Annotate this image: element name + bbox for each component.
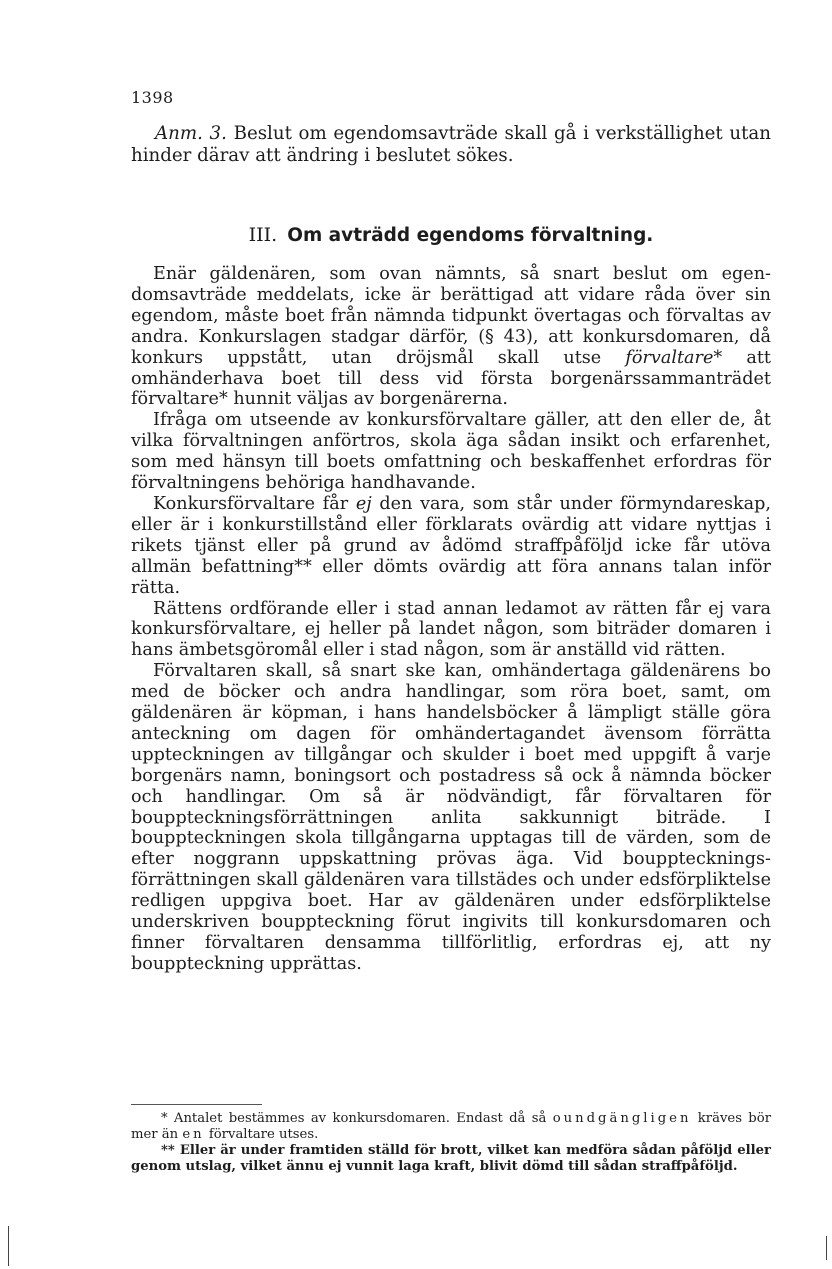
paragraph-4: Rättens ordförande eller i stad annan ledamot av rätten får ej vara konkursförvaltare, ej heller på landet någon, som biträder domaren i hans ämbetsgöromål eller i stad någon, som är anställd vid rätten.: [131, 598, 771, 661]
footnote-1: [131, 1111, 771, 1143]
section-heading: [131, 222, 771, 249]
paragraph-3: [131, 494, 771, 599]
annotation-label: Anm. 3.: [155, 123, 227, 144]
section-number: III.: [248, 224, 278, 246]
footnote-1-spaced-en: en: [182, 1127, 205, 1142]
paragraph-2: Ifråga om utseende av konkursförvaltare gäller, att den eller de, åt vilka förvaltningen anförtros, skola äga sådan insikt och erfarenhet, som med hänsyn till boets omfattning och beskaffenhet erfordras för förvaltningens behöriga handhavande.: [131, 410, 771, 494]
paragraph-3-italic: ej: [355, 493, 372, 514]
body-text: [131, 264, 771, 975]
footnote-1-part-a: * Antalet bestämmes av konkursdomaren. Endast då så: [161, 1111, 553, 1126]
paragraph-1: [131, 264, 771, 410]
paragraph-1-part-a: Enär gäldenären, som ovan nämnts, så snart beslut om egendomsavträde meddelats, icke är berättigad att vidare råda över sin egendom, måste boet från nämnda tidpunkt övertagas och förvaltas av andra. Konkurslagen stadgar därför, (§ 43), att konkursdomaren, då konkurs uppstått, utan dröjsmål skall utse: [131, 264, 771, 368]
footnote-1-part-b: kräves bör mer än: [131, 1111, 771, 1142]
footnote-divider: [131, 1104, 262, 1105]
annotation-text: Beslut om egendomsavträde skall gå i verkställighet utan hinder därav att ändring i beslutet sökes.: [131, 123, 771, 166]
paragraph-1-italic: förvaltare: [625, 347, 714, 368]
footnote-1-part-c: förvaltare utses.: [204, 1127, 319, 1142]
paragraph-1-part-b: * att omhänderhava boet till dess vid första borgenärssammanträdet förvaltare* hunnit väljas av borgenärerna.: [131, 347, 771, 410]
scan-margin-mark: [826, 1236, 827, 1260]
section-title: Om avträdd egendoms förvaltning.: [287, 225, 654, 246]
footnote-2: ** Eller är under framtiden ställd för brott, vilket kan medföra sådan påföljd eller genom utslag, vilket ännu ej vunnit laga kraft, blivit dömd till sådan straffpåföljd.: [131, 1143, 771, 1174]
paragraph-5: Förvaltaren skall, så snart ske kan, omhändertaga gäldenärens bo med de böcker och andra handlingar, som röra boet, samt, om gäldenären är köpman, i hans handelsböcker å lämpligt ställe göra anteckning om dagen för omhändertagandet ävensom förrätta uppteckningen av tillgångar och skulder i boet med uppgift å varje borgenärs namn, boningsort och postadress så ock å nämnda böcker och handlingar. Om så är nödvändigt, får förvaltaren för bouppteckningsförrättningen anlita sakkunnigt biträde. I bouppteckningen skola tillgångarna upptagas till de värden, som de efter noggrann uppskattning prövas äga. Vid bouppteckningsförrättningen skall gäldenären vara tillstädes och under edsförpliktelse redligen uppgiva boet. Har av gäldenären under edsförpliktelse underskriven bouppteckning förut ingivits till konkursdomaren och finner förvaltaren densamma tillförlitlig, erfordras ej, att ny bouppteckning upprättas.: [131, 661, 771, 974]
scan-margin-mark: [8, 1226, 9, 1266]
paragraph-3-part-b: den vara, som står under förmyndareskap, eller är i konkurstillstånd eller förklarats ovärdig att vidare nyttjas i rikets tjänst eller på grund av ådömd straffpåföljd icke får utöva allmän befattning** eller dömts ovärdig att föra annans talan inför rätta.: [131, 493, 771, 598]
page-number: 1398: [131, 88, 174, 107]
paragraph-3-part-a: Konkursförvaltare får: [153, 493, 356, 514]
annotation-note: [131, 123, 771, 167]
footnotes: [131, 1111, 771, 1175]
footnote-1-spaced-word: oundgängligen: [552, 1111, 692, 1126]
